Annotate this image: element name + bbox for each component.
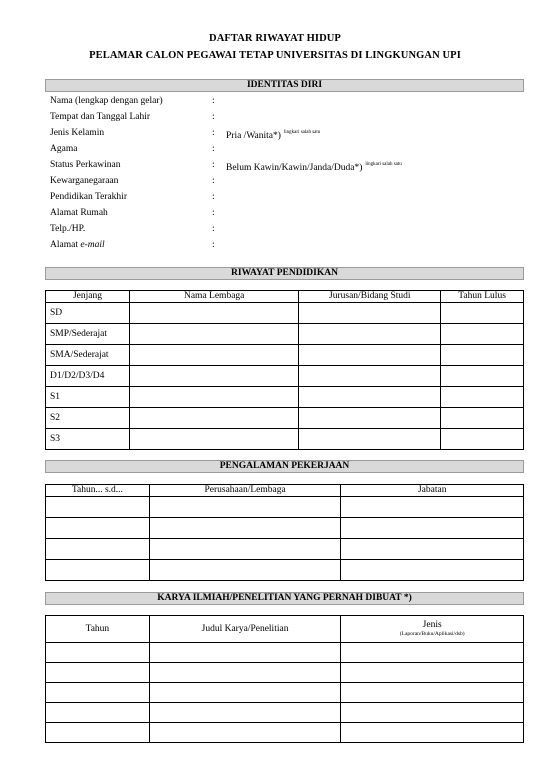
table-cell[interactable]	[46, 560, 150, 581]
table-row	[46, 539, 524, 560]
field-label	[50, 238, 105, 252]
field-colon: :	[212, 144, 215, 154]
table-cell[interactable]	[441, 303, 524, 324]
karya-table	[45, 615, 524, 743]
table-cell[interactable]	[149, 560, 341, 581]
table-cell[interactable]	[149, 703, 341, 723]
table-cell[interactable]	[441, 345, 524, 366]
option-note: lingkari salah satu	[365, 162, 402, 167]
table-row	[46, 429, 524, 450]
column-header: Jurusan/Bidang Studi	[299, 291, 441, 303]
table-cell[interactable]	[341, 539, 524, 560]
field-option-value	[226, 158, 402, 175]
table-cell[interactable]	[341, 643, 524, 663]
table-row	[46, 366, 524, 387]
table-cell[interactable]	[149, 539, 341, 560]
table-cell[interactable]	[341, 663, 524, 683]
table-row	[46, 497, 524, 518]
table-cell[interactable]	[149, 683, 341, 703]
table-cell[interactable]	[149, 723, 341, 743]
table-row	[46, 663, 524, 683]
table-cell[interactable]	[341, 703, 524, 723]
table-cell[interactable]	[441, 408, 524, 429]
field-colon: :	[212, 160, 215, 170]
table-row	[46, 387, 524, 408]
field-colon: :	[212, 192, 215, 202]
jenis-kelamin-options: Pria /Wanita*)	[226, 131, 281, 141]
table-cell[interactable]	[341, 518, 524, 539]
table-cell[interactable]	[46, 497, 150, 518]
field-label: Pendidikan Terakhir	[50, 192, 127, 202]
table-cell[interactable]	[341, 723, 524, 743]
table-header-row	[46, 485, 524, 497]
table-cell[interactable]	[341, 560, 524, 581]
table-cell[interactable]	[299, 345, 441, 366]
table-row	[46, 303, 524, 324]
label-emphasis: e-mail	[80, 240, 105, 250]
table-row	[46, 683, 524, 703]
table-cell[interactable]	[129, 303, 299, 324]
jenjang-cell: D1/D2/D3/D4	[46, 366, 130, 387]
column-header: Jenjang	[46, 291, 130, 303]
table-row	[46, 408, 524, 429]
table-row	[46, 324, 524, 345]
pekerjaan-table	[45, 484, 524, 581]
jenjang-cell: S3	[46, 429, 130, 450]
table-cell[interactable]	[149, 497, 341, 518]
option-note: lingkari salah satu	[283, 130, 321, 135]
table-cell[interactable]	[441, 429, 524, 450]
table-row	[46, 643, 524, 663]
field-colon: :	[212, 224, 215, 234]
field-colon: :	[212, 112, 215, 122]
field-colon: :	[212, 240, 215, 250]
table-cell[interactable]	[149, 518, 341, 539]
field-label: Agama	[50, 144, 78, 154]
table-row	[46, 518, 524, 539]
table-cell[interactable]	[46, 723, 150, 743]
table-header-row	[46, 291, 524, 303]
document-title: DAFTAR RIWAYAT HIDUP	[209, 33, 341, 44]
document-subtitle: PELAMAR CALON PEGAWAI TETAP UNIVERSITAS DI LINGKUNGAN UPI	[89, 50, 461, 61]
table-cell[interactable]	[441, 387, 524, 408]
pendidikan-table	[45, 290, 524, 450]
field-label: Kewarganegaraan	[50, 176, 119, 186]
jenjang-cell: SD	[46, 303, 130, 324]
table-cell[interactable]	[129, 345, 299, 366]
table-cell[interactable]	[341, 497, 524, 518]
column-header: Jabatan	[341, 485, 524, 497]
field-colon: :	[212, 96, 215, 106]
jenjang-cell: S2	[46, 408, 130, 429]
table-cell[interactable]	[149, 643, 341, 663]
table-cell[interactable]	[129, 366, 299, 387]
table-cell[interactable]	[299, 324, 441, 345]
section-identitas-header: IDENTITAS DIRI	[45, 79, 524, 92]
field-label: Telp./HP.	[50, 224, 86, 234]
field-label: Status Perkawinan	[50, 160, 121, 170]
table-cell[interactable]	[299, 429, 441, 450]
table-cell[interactable]	[129, 408, 299, 429]
table-cell[interactable]	[46, 683, 150, 703]
table-row	[46, 560, 524, 581]
table-cell[interactable]	[129, 387, 299, 408]
column-header: Tahun	[46, 616, 150, 643]
field-label: Nama (lengkap dengan gelar)	[50, 96, 163, 106]
field-label: Tempat dan Tanggal Lahir	[50, 112, 151, 122]
table-cell[interactable]	[149, 663, 341, 683]
field-label: Alamat Rumah	[50, 208, 108, 218]
jenis-note: (Laporan/Buku/Aplikasi/dsb)	[399, 631, 465, 637]
table-row	[46, 723, 524, 743]
table-cell[interactable]	[299, 408, 441, 429]
table-cell[interactable]	[129, 429, 299, 450]
section-pendidikan-header: RIWAYAT PENDIDIKAN	[45, 267, 524, 280]
column-header	[341, 616, 524, 643]
jenjang-cell: SMA/Sederajat	[46, 345, 130, 366]
table-cell[interactable]	[341, 683, 524, 703]
column-header: Nama Lembaga	[129, 291, 299, 303]
table-cell[interactable]	[46, 539, 150, 560]
field-label: Jenis Kelamin	[50, 128, 105, 138]
jenjang-cell: SMP/Sederajat	[46, 324, 130, 345]
table-cell[interactable]	[299, 303, 441, 324]
table-header-row	[46, 616, 524, 643]
column-header: Tahun... s.d...	[46, 485, 150, 497]
section-karya-header: KARYA ILMIAH/PENELITIAN YANG PERNAH DIBUAT *)	[45, 592, 524, 605]
table-cell[interactable]	[299, 366, 441, 387]
column-header: Tahun Lulus	[441, 291, 524, 303]
section-pekerjaan-header: PENGALAMAN PEKERJAAN	[45, 460, 524, 473]
field-option-value	[226, 126, 320, 143]
table-cell[interactable]	[46, 518, 150, 539]
label-prefix: Alamat	[50, 240, 81, 250]
table-cell[interactable]	[299, 387, 441, 408]
table-cell[interactable]	[441, 366, 524, 387]
table-cell[interactable]	[129, 324, 299, 345]
jenis-header-label: Jenis	[422, 620, 442, 630]
table-cell[interactable]	[46, 643, 150, 663]
status-options: Belum Kawin/Kawin/Janda/Duda*)	[226, 163, 363, 173]
field-colon: :	[212, 208, 215, 218]
column-header: Judul Karya/Penelitian	[149, 616, 341, 643]
table-row	[46, 703, 524, 723]
column-header: Perusahaan/Lembaga	[149, 485, 341, 497]
table-cell[interactable]	[46, 663, 150, 683]
table-row	[46, 345, 524, 366]
table-cell[interactable]	[441, 324, 524, 345]
field-colon: :	[212, 128, 215, 138]
field-colon: :	[212, 176, 215, 186]
table-cell[interactable]	[46, 703, 150, 723]
jenjang-cell: S1	[46, 387, 130, 408]
